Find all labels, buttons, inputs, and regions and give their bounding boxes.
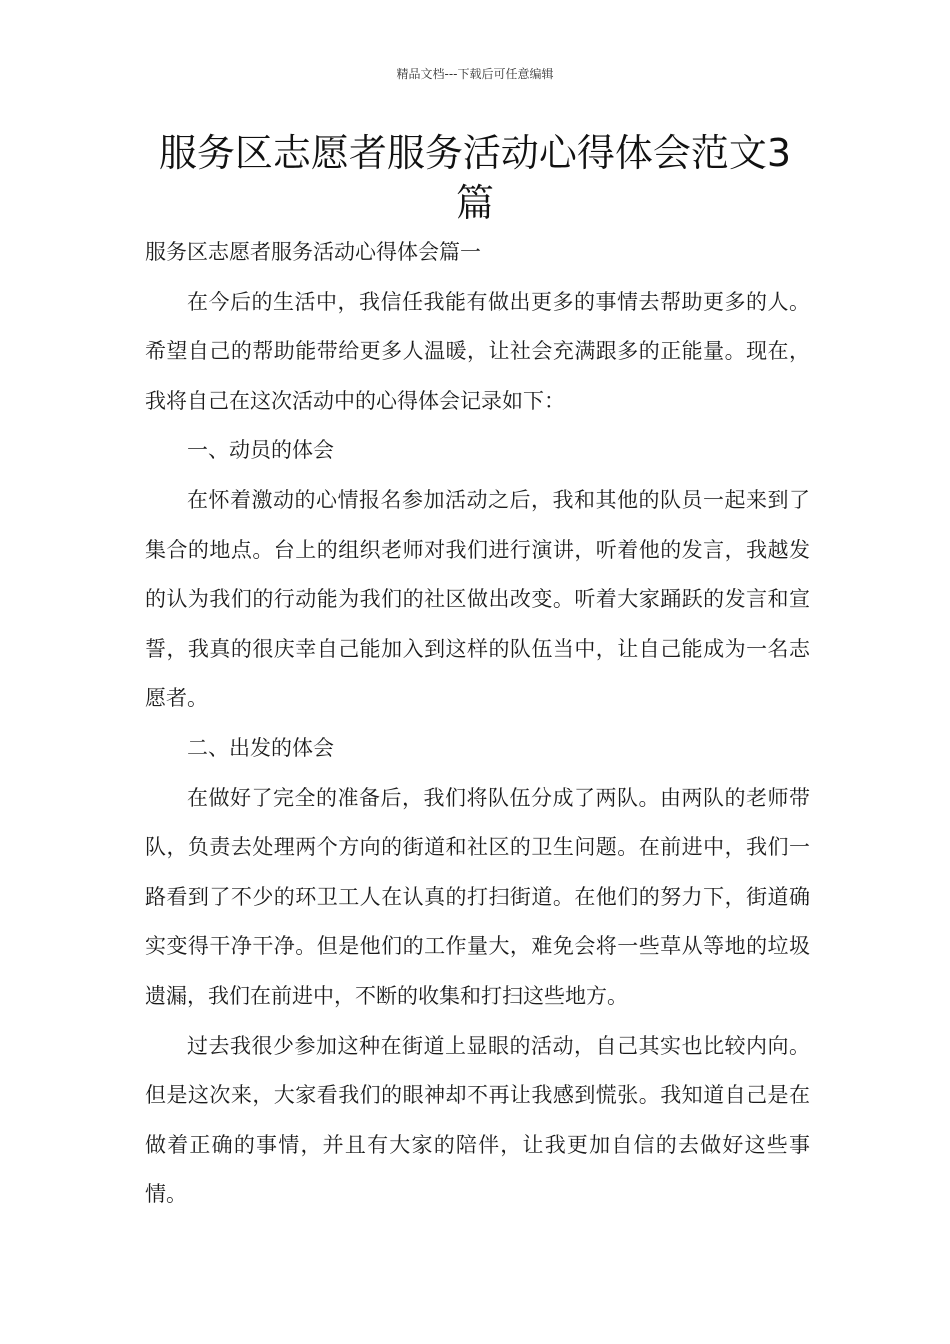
document-body	[145, 228, 810, 1220]
document-title: 服务区志愿者服务活动心得体会范文3篇	[158, 131, 792, 225]
paragraph-reflection: 过去我很少参加这种在街道上显眼的活动，自己其实也比较内向。但是这次来，大家看我们的眼神却不再让我感到慌张。我知道自己是在做着正确的事情，并且有大家的陪伴，让我更加自信的去做好这些事情。	[145, 1033, 810, 1207]
section-heading-departure: 二、出发的体会	[187, 735, 334, 760]
paragraph-departure: 在做好了完全的准备后，我们将队伍分成了两队。由两队的老师带队，负责去处理两个方向的街道和社区的卫生问题。在前进中，我们一路看到了不少的环卫工人在认真的打扫街道。在他们的努力下，街道确实变得干净干净。但是他们的工作量大，难免会将一些草从等地的垃圾遗漏，我们在前进中，不断的收集和打扫这些地方。	[145, 785, 810, 1008]
section-subtitle: 服务区志愿者服务活动心得体会篇一	[145, 240, 481, 264]
paragraph-intro: 在今后的生活中，我信任我能有做出更多的事情去帮助更多的人。希望自己的帮助能带给更多人温暖，让社会充满跟多的正能量。现在，我将自己在这次活动中的心得体会记录如下：	[145, 289, 810, 413]
paragraph-mobilization: 在怀着激动的心情报名参加活动之后，我和其他的队员一起来到了集合的地点。台上的组织老师对我们进行演讲，听着他的发言，我越发的认为我们的行动能为我们的社区做出改变。听着大家踊跃的发言和宣誓，我真的很庆幸自己能加入到这样的队伍当中，让自己能成为一名志愿者。	[145, 487, 810, 711]
header-note: 精品文档---下载后可任意编辑	[396, 67, 554, 81]
section-heading-mobilization: 一、动员的体会	[187, 438, 334, 463]
